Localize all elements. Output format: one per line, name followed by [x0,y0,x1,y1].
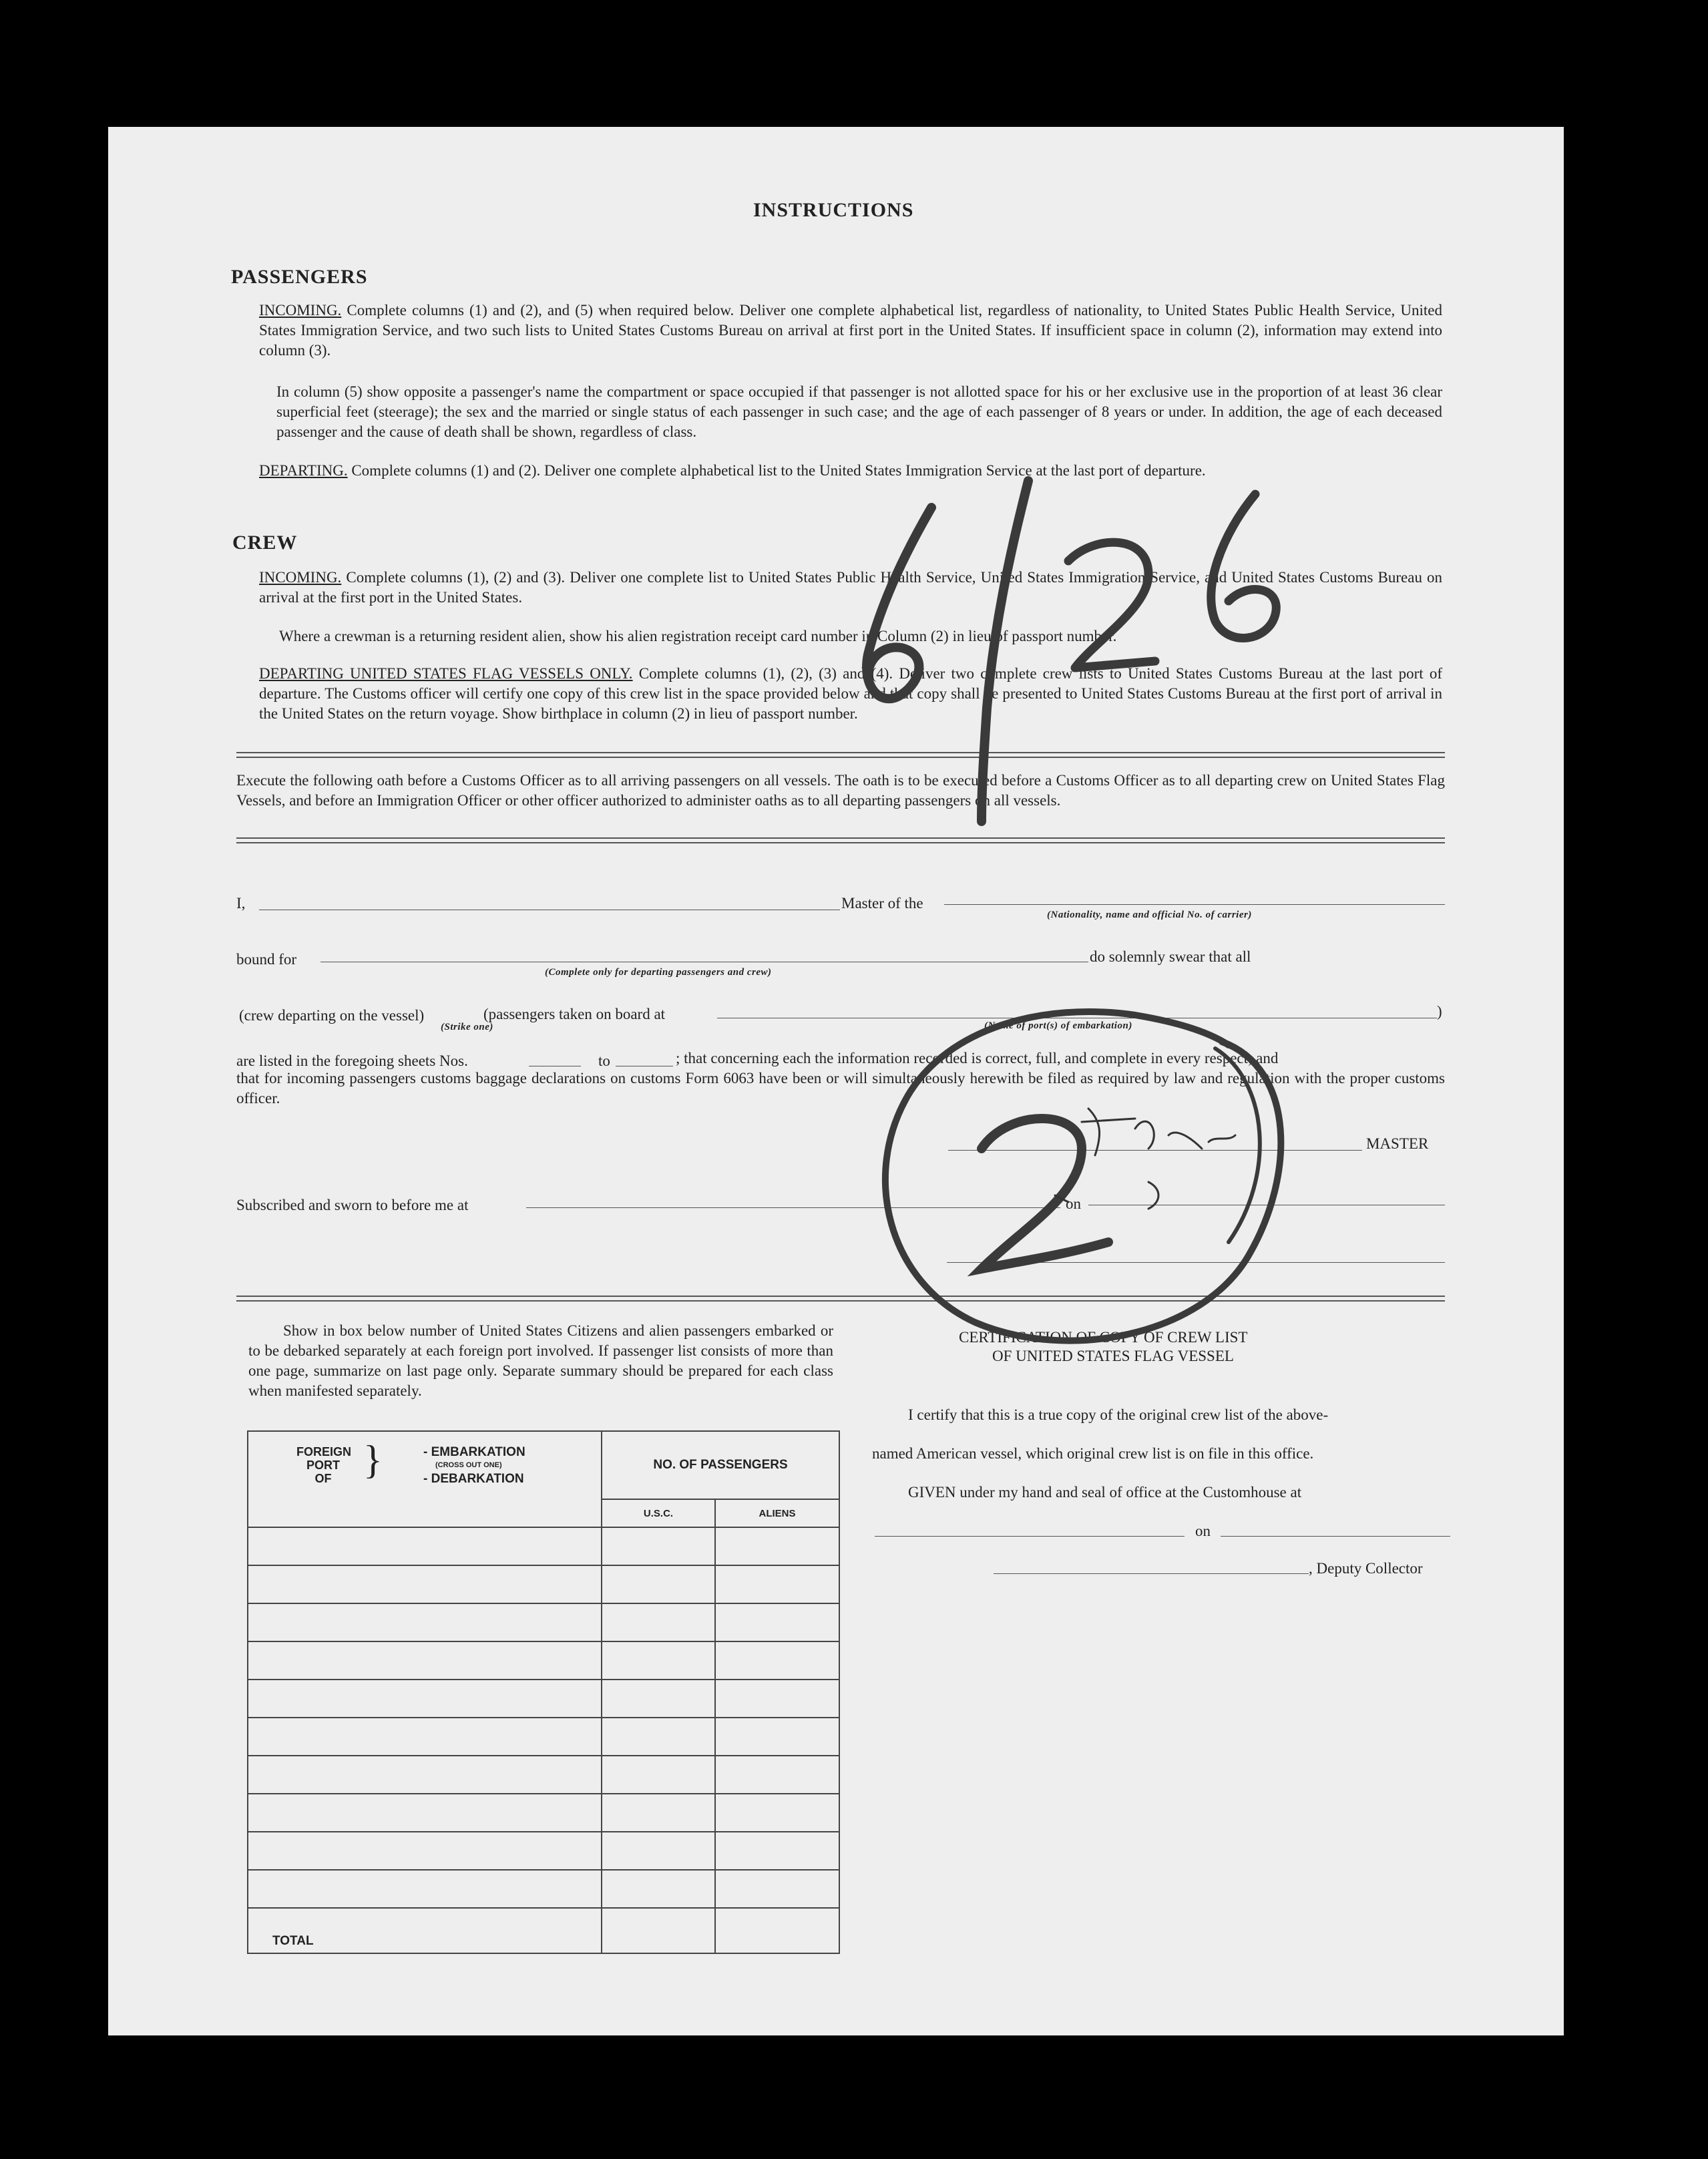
page-title: INSTRUCTIONS [753,199,914,221]
bound-for-label: bound for [236,951,297,968]
officer-signature-line[interactable] [947,1262,1445,1263]
certification-title-line2: OF UNITED STATES FLAG VESSEL [992,1348,1234,1364]
port-cell[interactable] [248,1870,602,1908]
port-cell[interactable] [248,1718,602,1756]
crew-incoming-paragraph [259,568,1442,608]
total-aliens-cell[interactable] [715,1908,839,1953]
usc-cell[interactable] [602,1565,715,1603]
usc-cell[interactable] [602,1603,715,1641]
total-label: TOTAL [248,1908,602,1953]
crew-incoming-label: INCOMING. [259,569,342,586]
aliens-cell[interactable] [715,1718,839,1756]
crew-heading: CREW [232,532,298,554]
table-row [248,1832,839,1870]
master-of-the-label: Master of the [841,895,923,912]
usc-cell[interactable] [602,1832,715,1870]
crew-departing-label: DEPARTING UNITED STATES FLAG VESSELS ONLY. [259,665,633,682]
usc-cell[interactable] [602,1718,715,1756]
listed-sheets-paragraph: that for incoming passengers customs baggage declarations on customs Form 6063 have been or will simultaneously herewith be filed as required by law and regulation with the proper customs officer. [236,1070,1445,1107]
port-cell[interactable] [248,1680,602,1718]
aliens-cell[interactable] [715,1832,839,1870]
aliens-cell[interactable] [715,1641,839,1680]
foreign-port-header [248,1431,602,1527]
crew-departing-option: (crew departing on the vessel) [239,1007,425,1024]
swear-text: do solemnly swear that all [1090,948,1251,965]
master-signature-line[interactable] [948,1150,1362,1151]
crew-resident-paragraph: Where a crewman is a returning resident alien, show his alien registration receipt card number in Column (2) in lieu of passport number. [279,628,1117,644]
port-rows [248,1527,839,1908]
foreign-label: FOREIGN [296,1445,352,1458]
table-row [248,1603,839,1641]
listed-to-label: to [598,1052,610,1069]
ports-caption: (Name of port(s) of embarkation) [984,1020,1132,1031]
passengers-departing-text: Complete columns (1) and (2). Deliver one complete alphabetical list to the United States Immigration Service at the last port of departure. [351,462,1206,479]
aliens-cell[interactable] [715,1756,839,1794]
aliens-header: ALIENS [715,1499,839,1527]
port-cell[interactable] [248,1527,602,1565]
deputy-collector-label: , Deputy Collector [1309,1560,1423,1577]
usc-header: U.S.C. [602,1499,715,1527]
certification-title-line1: CERTIFICATION OF COPY OF CREW LIST [959,1329,1248,1346]
strike-one-caption: (Strike one) [441,1022,493,1032]
usc-cell[interactable] [602,1756,715,1794]
brace-glyph: } [363,1438,383,1482]
passengers-column5-paragraph: In column (5) show opposite a passenger's name the compartment or space occupied if that passenger is not allotted space for his or her exclusive use in the proportion of at least 36 clear superficial feet (steerage); the sex and the married or single status of each passenger in such case; and the age of each passenger of 8 years or under. In addition, the age of each deceased passenger and the cause of death shall be shown, regardless of class. [276,383,1442,440]
usc-cell[interactable] [602,1527,715,1565]
customhouse-line[interactable] [875,1536,1185,1537]
usc-cell[interactable] [602,1641,715,1680]
certification-line1: I certify that this is a true copy of the original crew list of the above- [908,1406,1329,1423]
foreign-port-of-label [296,1445,350,1485]
table-row [248,1641,839,1680]
listed-sheets-label: are listed in the foregoing sheets Nos. [236,1052,468,1069]
aliens-cell[interactable] [715,1603,839,1641]
aliens-cell[interactable] [715,1527,839,1565]
passengers-heading: PASSENGERS [231,266,368,288]
master-label: MASTER [1366,1135,1429,1152]
usc-cell[interactable] [602,1680,715,1718]
aliens-cell[interactable] [715,1565,839,1603]
no-passengers-header: NO. OF PASSENGERS [602,1431,839,1499]
aliens-cell[interactable] [715,1680,839,1718]
total-usc-cell[interactable] [602,1908,715,1953]
summary-instructions: Show in box below number of United States Citizens and alien passengers embarked or to be debarked separately at each foreign port involved. If passenger list consists of more than one page, summarize on last page only. Separate summary should be prepared for each class when manifested separately. [248,1322,833,1399]
carrier-caption: (Nationality, name and official No. of carrier) [1047,910,1252,920]
port-label: PORT [306,1458,340,1472]
ports-summary-table [247,1430,840,1954]
listed-sheets-continuation: ; that concerning each the information recorded is correct, full, and complete in every respect; and [676,1050,1279,1066]
ports-close-paren: ) [1437,1003,1442,1020]
section-divider [236,837,1445,843]
passengers-incoming-label: INCOMING. [259,302,342,319]
table-row [248,1756,839,1794]
table-row [248,1870,839,1908]
crew-departing-text: Complete columns (1), (2), (3) and (4). Deliver two complete crew lists to United States Customs Bureau at the last port of departure. The Customs officer will certify one copy of this crew list in the space provided below and that copy shall be presented to United States Customs Bureau at the first port of arrival in the United States on the return voyage. Show birthplace in column (2) in lieu of passport number. [259,665,1443,722]
crew-incoming-text: Complete columns (1), (2) and (3). Deliver one complete list to United States Public Health Service, United States Immigration Service, and United States Customs Bureau on arrival at the first port in the United States. [259,569,1443,606]
port-cell[interactable] [248,1832,602,1870]
certification-line2: named American vessel, which original crew list is on file in this office. [872,1445,1314,1462]
aliens-cell[interactable] [715,1794,839,1832]
oath-intro-paragraph: Execute the following oath before a Customs Officer as to all arriving passengers on all vessels. The oath is to be executed before a Customs Officer as to all departing crew on United States Flag Vessels, and before an Immigration Officer or other officer authorized to administer oaths as to all departing passengers on all vessels. [236,772,1445,809]
passengers-incoming-text: Complete columns (1) and (2), and (5) when required below. Deliver one complete alphabetical list, regardless of nationality, to United States Public Health Service, United States Immigration Service, and two such lists to United States Customs Bureau on arrival at first port in the United States. If insufficient space in column (2), information may extend into column (3). [259,302,1442,359]
embarkation-label: - EMBARKATION [423,1445,525,1459]
passengers-departing-label: DEPARTING. [259,462,348,479]
section-divider [236,1296,1445,1302]
table-row [248,1565,839,1603]
port-cell[interactable] [248,1756,602,1794]
port-cell[interactable] [248,1641,602,1680]
of-label: OF [314,1472,332,1485]
subscribed-on-label: on [1066,1195,1081,1212]
certification-line3: GIVEN under my hand and seal of office at the Customhouse at [908,1484,1302,1501]
crew-departing-paragraph [259,664,1442,724]
subscribed-place-line[interactable] [526,1207,1060,1208]
certification-date-line[interactable] [1221,1536,1450,1537]
usc-cell[interactable] [602,1870,715,1908]
table-row [248,1718,839,1756]
port-cell[interactable] [248,1565,602,1603]
usc-cell[interactable] [602,1794,715,1832]
passengers-taken-option: (passengers taken on board at [483,1006,666,1022]
debarkation-label: - DEBARKATION [423,1472,524,1486]
passengers-departing-paragraph [259,461,1442,481]
section-divider [236,752,1445,758]
table-row [248,1680,839,1718]
table-row [248,1527,839,1565]
port-cell[interactable] [248,1794,602,1832]
table-row [248,1794,839,1832]
passengers-incoming-paragraph [259,301,1442,361]
oath-i-label: I, [236,895,246,912]
bound-for-caption: (Complete only for departing passengers and crew) [545,967,772,978]
cross-out-label: (CROSS OUT ONE) [435,1461,502,1469]
carrier-line[interactable] [944,904,1445,905]
aliens-cell[interactable] [715,1870,839,1908]
deputy-collector-line[interactable] [994,1573,1309,1574]
subscribed-label: Subscribed and sworn to before me at [236,1197,469,1213]
certification-on-label: on [1195,1523,1211,1539]
port-cell[interactable] [248,1603,602,1641]
